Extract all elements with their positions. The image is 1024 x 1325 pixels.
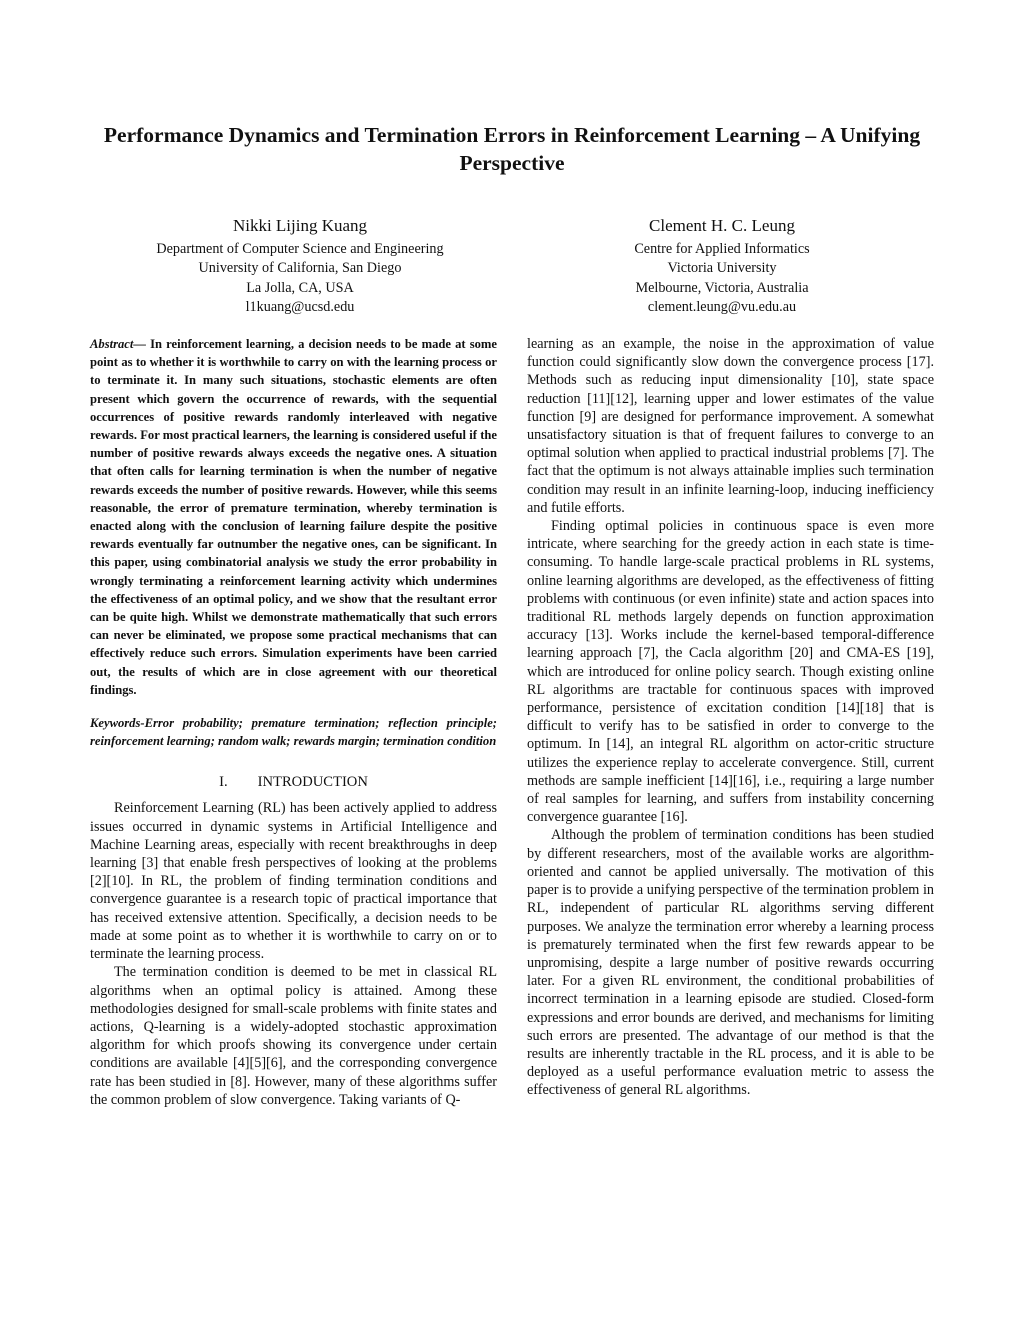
abstract-label: Abstract— bbox=[90, 337, 146, 351]
author-institution: Victoria University bbox=[667, 260, 777, 277]
author-email: clement.leung@vu.edu.au bbox=[647, 299, 797, 316]
body-paragraph: Although the problem of termination conditions has been studied by different researchers, most of the available works are algorithm-oriented and cannot be applied universally. The motivation of this paper is to provide a unifying perspective of the termination problem in RL, independent of particular RL algorithms serving different purposes. We analyze the termination error whereby a learning process is prematurely terminated when the first few rewards appear to be unpromising, despite a large number of positive rewards occurring later. For a given RL environment, the conditional probabilities of incorrect termination in a learning episode are studied. Closed-form expressions and error bounds are derived, and mechanisms for limiting such errors are presented. The advantage of our method is that the results are inherently tractable in the RL process, and it is able to be deployed as a useful performance evaluation metric to assess the effectiveness of general RL algorithms. bbox=[527, 827, 934, 1099]
author-name: Clement H. C. Leung bbox=[649, 216, 795, 235]
author-block-2 bbox=[502, 214, 942, 318]
keywords: Keywords-Error probability; premature termination; reflection principle; reinforcement learning; random walk; rewards margin; termination condition bbox=[90, 716, 497, 749]
section-heading bbox=[90, 773, 497, 792]
section-number: I. bbox=[219, 774, 228, 791]
body-paragraph: learning as an example, the noise in the approximation of value function could significantly slow down the convergence process [17]. Methods such as reducing input dimensionality [10], state space reduction [11][12], learning upper and lower estimates of the value function [9] are designed for performance improvement. A somewhat unsatisfactory situation is that of frequent failures to converge to an optimal solution when applied to practical industrial problems [7]. The fact that the optimum is not always attainable implies such termination condition may result in an infinite learning-loop, inducing inefficiency and futile efforts. bbox=[527, 336, 934, 516]
author-name: Nikki Lijing Kuang bbox=[232, 216, 368, 235]
abstract-text: In reinforcement learning, a decision needs to be made at some point as to whether it is worthwhile to carry on with the learning process or to terminate it. In many such situations, stochastic elements are often present which govern the occurrence of rewards, with the sequential occurrences of positive rewards randomly interleaved with negative rewards. For most practical learners, the learning is considered useful if the number of positive rewards always exceeds the negative ones. A situation that often calls for learning termination is when the number of negative rewards exceeds the number of positive rewards. However, while this seems reasonable, the error of premature termination, whereby termination is enacted along with the conclusion of learning failure despite the positive rewards eventually far outnumber the negative ones, can be significant. In this paper, using combinatorial analysis we study the error probability in wrongly terminating a reinforcement learning activity which undermines the effectiveness of an optimal policy, and we show that the resultant error can be quite high. Whilst we demonstrate mathematically that such errors can never be eliminated, we propose some practical mechanisms that can effectively reduce such errors. Simulation experiments have been carried out, the results of which are in close agreement with our theoretical findings. bbox=[90, 337, 497, 697]
author-department: Centre for Applied Informatics bbox=[634, 241, 810, 257]
section-title: INTRODUCTION bbox=[257, 774, 368, 791]
body-paragraph: The termination condition is deemed to be met in classical RL algorithms when an optimal policy is attained. Among these methodologies designed for small-scale problems with finite states and actions, Q-learning is a widely-adopted stochastic approximation algorithm for which proofs showing its convergence under certain conditions are available [4][5][6], and the corresponding convergence rate has been studied in [8]. However, many of these algorithms suffer the common problem of slow convergence. Taking variants of Q- bbox=[90, 964, 497, 1108]
author-location: Melbourne, Victoria, Australia bbox=[635, 279, 809, 296]
author-email: l1kuang@ucsd.edu bbox=[245, 299, 355, 316]
author-institution: University of California, San Diego bbox=[198, 260, 402, 277]
left-column bbox=[90, 335, 497, 1109]
paper-title: Performance Dynamics and Termination Errors in Reinforcement Learning – A Unifying Perspective bbox=[103, 123, 921, 175]
author-block-1 bbox=[80, 214, 520, 318]
author-location: La Jolla, CA, USA bbox=[246, 279, 354, 296]
body-paragraph: Reinforcement Learning (RL) has been actively applied to address issues occurred in dynamic systems in Artificial Intelligence and Machine Learning areas, especially with recent breakthroughs in deep learning [3] that enable fresh perspectives of looking at the problems [2][10]. In RL, the problem of finding termination conditions and convergence guarantee is a research topic of practical importance that has received extensive attention. Specifically, a decision needs to be made at some point as to whether it is worthwhile to carry on or to terminate the learning process. bbox=[90, 800, 497, 963]
author-department: Department of Computer Science and Engineering bbox=[156, 241, 444, 257]
right-column bbox=[527, 335, 934, 1100]
abstract bbox=[90, 335, 497, 699]
body-paragraph: Finding optimal policies in continuous space is even more intricate, where searching for the greedy action in each state is time-consuming. To handle large-scale practical problems in RL systems, online learning algorithms are developed, as the effectiveness of fitting problems with continuous (or even infinite) state and action spaces into traditional RL methods largely depends on function approximation accuracy [13]. Works include the kernel-based temporal-difference learning approach [7], the Cacla algorithm [20] and CMA-ES [19], which are introduced for online policy search. Though existing online RL algorithms are tractable for continuous spaces with improved performance, persistence of excitation condition [14][18] that is difficult to verify has to be satisfied in order to converge to the optimum. In [14], an integral RL algorithm on actor-critic structure utilizes the experience replay to accelerate convergence. Still, current methods are sample inefficient [14][16], i.e., requiring a large number of real samples for learning, and suffers from instability concerning convergence guarantee [16]. bbox=[527, 518, 934, 826]
